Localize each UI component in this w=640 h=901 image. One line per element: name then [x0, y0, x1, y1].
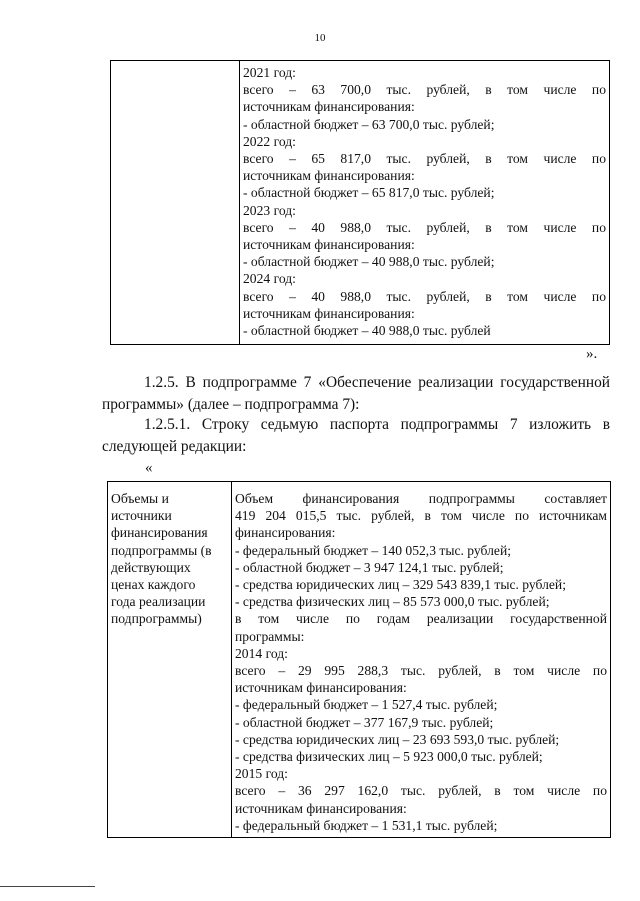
- table2-text-line: Объем финансирования подпрограммы составляет: [235, 491, 607, 506]
- table1-text-line: всего – 40 988,0 тыс. рублей, в том числе по: [243, 288, 606, 304]
- table1-text-line: источникам финансирования:: [243, 168, 415, 184]
- table2-left-cell: [108, 482, 232, 838]
- table2-text-line: программы:: [235, 628, 305, 644]
- subprogram-7-passport-table: [107, 481, 611, 838]
- table2-text-line: - областной бюджет – 377 167,9 тыс. рублей;: [235, 714, 494, 730]
- table1-text-line: всего – 40 988,0 тыс. рублей, в том числе по: [243, 219, 606, 235]
- table2-text-line: 2015 год:: [235, 766, 288, 782]
- table2-text-line: всего – 36 297 162,0 тыс. рублей, в том числе по: [235, 783, 607, 799]
- table2-text-line: - федеральный бюджет – 1 531,1 тыс. рублей;: [235, 817, 498, 833]
- table1-text-line: источникам финансирования:: [243, 305, 415, 321]
- table2-label-line: года реализации: [111, 594, 206, 610]
- table2-label-line: действующих: [111, 559, 191, 575]
- table2-text-line: финансирования:: [235, 525, 336, 541]
- table2-text-line: в том числе по годам реализации государственной: [235, 611, 607, 627]
- table2-text-line: - средства юридических лиц – 23 693 593,0 тыс. рублей;: [235, 731, 560, 747]
- table2-text-line: - средства юридических лиц – 329 543 839,1 тыс. рублей;: [235, 577, 566, 593]
- table2-text-line: источникам финансирования:: [235, 680, 407, 696]
- table1-text-line: - областной бюджет – 40 988,0 тыс. рублей: [243, 323, 491, 339]
- table1-text-line: - областной бюджет – 65 817,0 тыс. рублей;: [243, 185, 495, 201]
- table1-text-line: всего – 63 700,0 тыс. рублей, в том числе по: [243, 82, 606, 98]
- table1-text-line: источникам финансирования:: [243, 99, 415, 115]
- table1-text-line: - областной бюджет – 40 988,0 тыс. рублей;: [243, 254, 495, 270]
- table1-text-line: 2021 год:: [243, 65, 296, 80]
- table2-text-line: всего – 29 995 288,3 тыс. рублей, в том числе по: [235, 663, 607, 679]
- table1-text-line: 2024 год:: [243, 271, 296, 287]
- table1-text-line: 2022 год:: [243, 133, 296, 149]
- table1-right-cell: [240, 61, 610, 345]
- table2-label-line: ценах каждого: [111, 577, 196, 593]
- table2-text-line: - средства физических лиц – 85 573 000,0 тыс. рублей;: [235, 594, 550, 610]
- table2-text-line: 2014 год:: [235, 645, 288, 661]
- table2-text-line: 419 204 015,5 тыс. рублей, в том числе по источникам: [235, 508, 607, 524]
- closing-quote: ».: [586, 346, 598, 362]
- table2-label-line: финансирования: [111, 525, 208, 541]
- paragraph-1-2-5: 1.2.5. В подпрограмме 7 «Обеспечение реализации государственной программы» (далее – подпрограмма 7):: [102, 374, 610, 413]
- table1-text-line: всего – 65 817,0 тыс. рублей, в том числе по: [243, 151, 606, 167]
- page-number: 10: [314, 32, 326, 44]
- table2-text-line: - федеральный бюджет – 140 052,3 тыс. рублей;: [235, 542, 511, 558]
- table2-text-line: - средства физических лиц – 5 923 000,0 тыс. рублей;: [235, 749, 543, 765]
- table2-text-line: - федеральный бюджет – 1 527,4 тыс. рублей;: [235, 697, 498, 713]
- opening-quote: «: [145, 460, 153, 476]
- table2-text-line: источникам финансирования:: [235, 800, 407, 816]
- table1-text-line: 2023 год:: [243, 202, 296, 218]
- table1-left-cell: [111, 61, 240, 345]
- table1-text-line: - областной бюджет – 63 700,0 тыс. рублей;: [243, 116, 495, 132]
- table1-text-line: источникам финансирования:: [243, 237, 415, 253]
- table2-label-line: подпрограммы (в: [111, 542, 212, 558]
- table2-label-line: подпрограммы): [111, 611, 202, 627]
- financing-table-continued: [110, 60, 610, 345]
- table2-text-line: - областной бюджет – 3 947 124,1 тыс. рублей;: [235, 559, 504, 575]
- table2-right-cell: [232, 482, 611, 838]
- table2-label-line: Объемы и: [111, 491, 169, 506]
- footer-rule: [0, 886, 95, 887]
- table2-label-line: источники: [111, 508, 172, 524]
- paragraph-1-2-5-1: 1.2.5.1. Строку седьмую паспорта подпрограммы 7 изложить в следующей редакции:: [102, 416, 610, 455]
